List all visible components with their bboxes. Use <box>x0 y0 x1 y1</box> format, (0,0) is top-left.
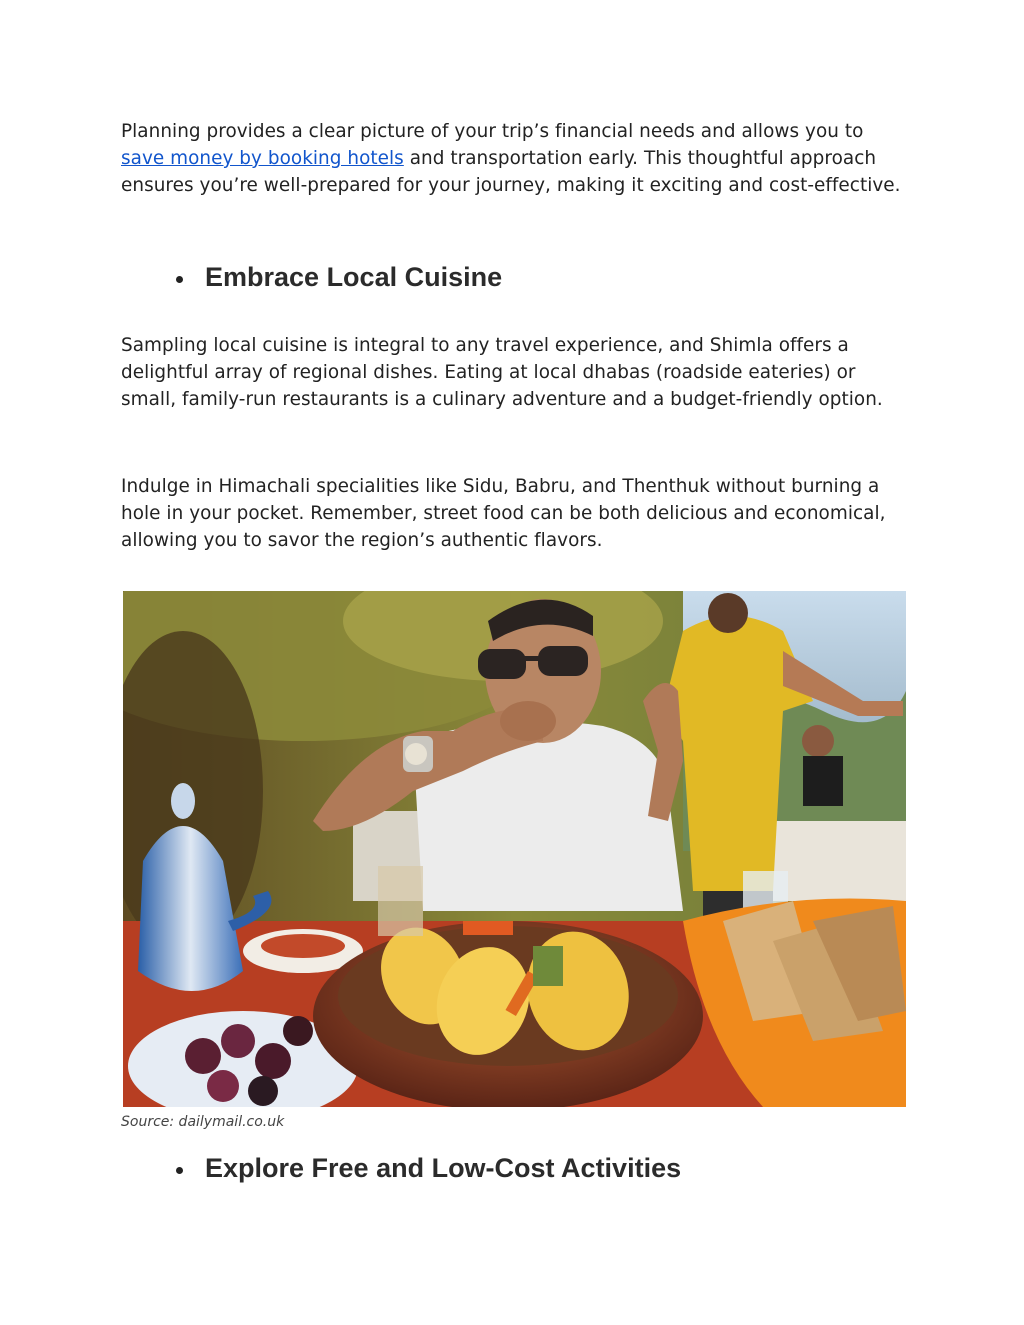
heading-explore-free-activities <box>176 1153 681 1184</box>
image-source-caption: Source: dailymail.co.uk <box>121 1114 285 1130</box>
cuisine-paragraph-2: Indulge in Himachali specialities like Sidu, Babru, and Thenthuk without burning a hole in your pocket. Remember, street food can be both delicious and economical, allowing you to savor the region’s authentic flavors. <box>121 476 886 551</box>
photo-man-eating-tagine <box>123 591 906 1107</box>
intro-text-before: Planning provides a clear picture of your trip’s financial needs and allows you to <box>121 121 864 142</box>
bullet-dot-icon <box>176 1167 183 1174</box>
heading-text: Explore Free and Low-Cost Activities <box>205 1153 682 1183</box>
cuisine-paragraph-1: Sampling local cuisine is integral to any travel experience, and Shimla offers a delightful array of regional dishes. Eating at local dhabas (roadside eateries) or small, family-run restaurants is a culinary adventure and a budget-friendly option. <box>121 335 883 410</box>
intro-text-after: and transportation early. This thoughtful approach ensures you’re well-prepared for your journey, making it exciting and cost-effective. <box>121 148 901 196</box>
intro-paragraph <box>121 118 911 199</box>
heading-embrace-local-cuisine <box>176 262 502 293</box>
heading-text: Embrace Local Cuisine <box>205 262 503 292</box>
save-money-link[interactable]: save money by booking hotels <box>121 148 404 169</box>
bullet-dot-icon <box>176 276 183 283</box>
